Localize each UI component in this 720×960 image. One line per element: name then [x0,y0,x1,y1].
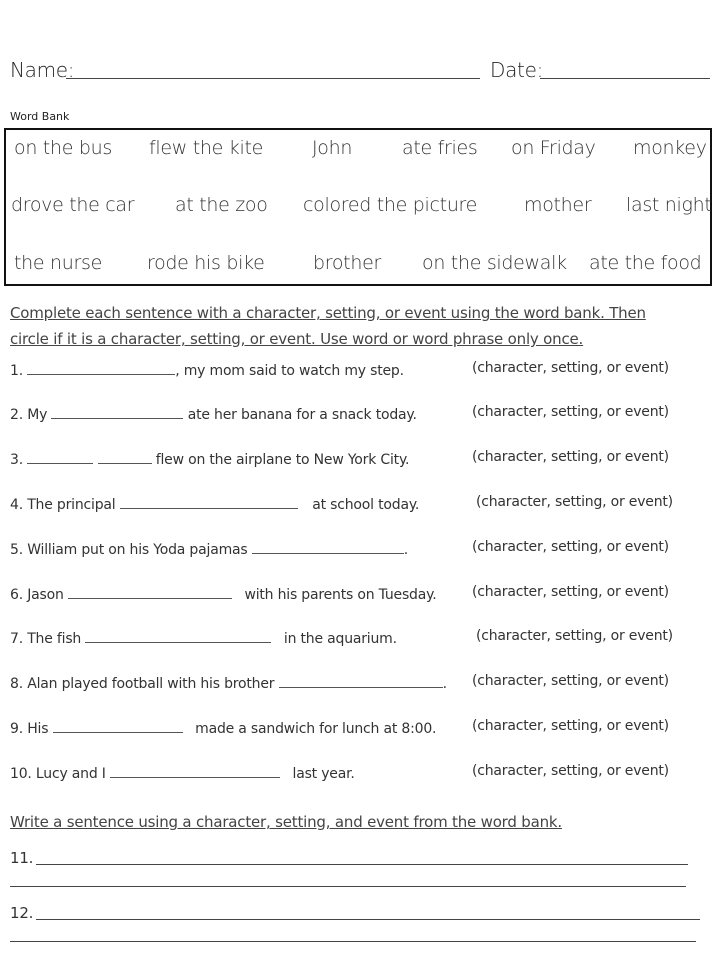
question-text: 3. [10,452,23,468]
question-4 [10,494,419,513]
question-10 [10,763,355,782]
question-6 [10,584,436,603]
writing-line[interactable] [10,941,696,942]
question-text: . [403,542,409,558]
question-7 [10,628,397,647]
choice-options[interactable]: (character, setting, or event) [476,628,673,644]
choice-options[interactable]: (character, setting, or event) [472,360,669,376]
question-text: last year. [292,766,355,782]
answer-blank[interactable] [51,404,183,419]
answer-blank[interactable] [68,584,232,599]
choice-options[interactable]: (character, setting, or event) [476,494,673,510]
answer-blank[interactable] [85,628,271,643]
word-bank-item: brother [313,252,381,274]
question-8 [10,673,447,692]
instructions-line-1: Complete each sentence with a character, setting, or event using the word bank. Then [10,304,646,322]
word-bank-item: at the zoo [175,194,268,216]
writing-line[interactable] [10,886,686,887]
question-text: 10. Lucy and I [10,766,106,782]
choice-options[interactable]: (character, setting, or event) [472,584,669,600]
question-text: at school today. [312,497,420,513]
choice-options[interactable]: (character, setting, or event) [472,673,669,689]
question-text: made a sandwich for lunch at 8:00. [195,721,437,737]
word-bank-title: Word Bank [10,110,70,123]
choice-options[interactable]: (character, setting, or event) [472,718,669,734]
choice-options[interactable]: (character, setting, or event) [472,539,669,555]
word-bank-item: on the bus [14,137,112,159]
question-text: 2. My [10,407,48,423]
answer-blank[interactable] [98,449,152,464]
answer-blank[interactable] [120,494,298,509]
date-line[interactable] [540,78,710,79]
question-9 [10,718,436,737]
question-text: 9. His [10,721,49,737]
writing-instruction: Write a sentence using a character, setting, and event from the word bank. [10,813,562,831]
choice-options[interactable]: (character, setting, or event) [472,763,669,779]
question-text: 8. Alan played football with his brother [10,676,275,692]
instructions-line-2: circle if it is a character, setting, or event. Use word or word phrase only once. [10,330,584,348]
question-1 [10,360,404,379]
question-11-label: 11. [10,849,34,867]
question-3 [10,449,409,468]
word-bank-item: on Friday [511,137,596,159]
word-bank-item: ate fries [402,137,478,159]
name-line[interactable] [66,78,480,79]
question-2 [10,404,417,423]
writing-line[interactable] [36,864,688,865]
word-bank-item: drove the car [11,194,135,216]
answer-blank[interactable] [110,763,280,778]
answer-blank[interactable] [53,718,183,733]
word-bank-item: monkey [633,137,707,159]
word-bank-item: colored the picture [303,194,478,216]
question-text: 7. The fish [10,631,82,647]
question-text: flew on the airplane to New York City. [155,452,410,468]
answer-blank[interactable] [27,360,175,375]
name-label: Name: [10,58,75,82]
question-12-label: 12. [10,904,34,922]
question-text: 1. [10,363,23,379]
question-text: , my mom said to watch my step. [175,363,404,379]
question-text: 4. The principal [10,497,116,513]
question-text: 6. Jason [10,587,64,603]
date-label: Date: [490,58,544,82]
word-bank-item: John [312,137,353,159]
answer-blank[interactable] [27,449,93,464]
question-5 [10,539,408,558]
word-bank-item: last night [626,194,712,216]
question-text: ate her banana for a snack today. [187,407,417,423]
choice-options[interactable]: (character, setting, or event) [472,404,669,420]
answer-blank[interactable] [279,673,443,688]
word-bank-item: ate the food [589,252,702,274]
question-text: 5. William put on his Yoda pajamas [10,542,248,558]
word-bank-item: on the sidewalk [422,252,567,274]
choice-options[interactable]: (character, setting, or event) [472,449,669,465]
word-bank-item: flew the kite [149,137,263,159]
writing-line[interactable] [36,919,700,920]
word-bank-item: the nurse [14,252,103,274]
question-text: with his parents on Tuesday. [244,587,437,603]
answer-blank[interactable] [252,539,404,554]
word-bank-item: rode his bike [147,252,265,274]
question-text: in the aquarium. [283,631,397,647]
word-bank-item: mother [524,194,592,216]
question-text: . [442,676,447,692]
